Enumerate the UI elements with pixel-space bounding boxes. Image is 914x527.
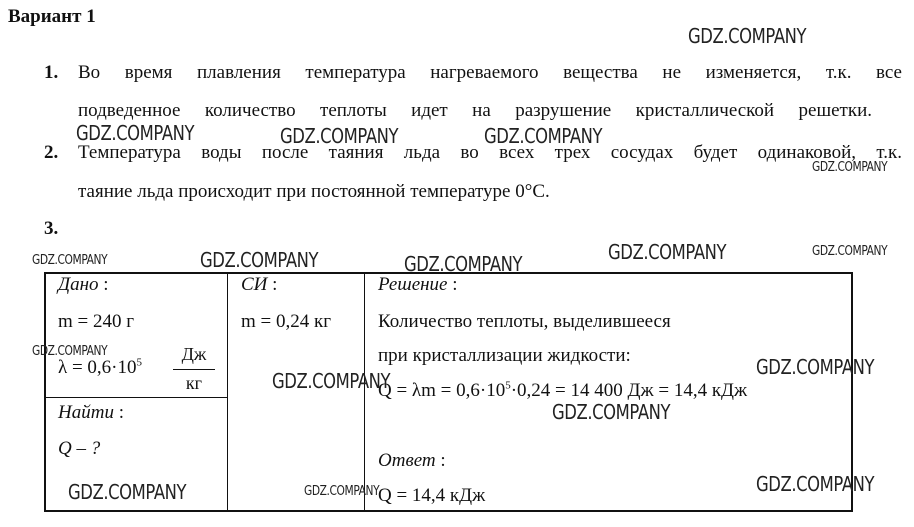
solution-text-line-2: при кристаллизации жидкости: bbox=[378, 345, 631, 366]
find-quantity: Q – ? bbox=[58, 438, 101, 459]
solution-heading: Решение : bbox=[378, 274, 458, 295]
item-2-number: 2. bbox=[44, 142, 59, 163]
watermark: GDZ.COMPANY bbox=[484, 124, 603, 148]
given-mass: m = 240 г bbox=[58, 311, 135, 332]
given-unit-numerator: Дж bbox=[181, 344, 207, 364]
watermark: GDZ.COMPANY bbox=[32, 253, 108, 268]
watermark: GDZ.COMPANY bbox=[272, 369, 391, 393]
given-unit-fraction-bar bbox=[173, 369, 215, 370]
item-1-number: 1. bbox=[44, 62, 59, 83]
watermark: GDZ.COMPANY bbox=[812, 244, 888, 259]
watermark: GDZ.COMPANY bbox=[32, 344, 108, 359]
watermark: GDZ.COMPANY bbox=[76, 121, 195, 145]
watermark: GDZ.COMPANY bbox=[200, 248, 319, 272]
table-divider-given-si bbox=[227, 273, 228, 511]
watermark: GDZ.COMPANY bbox=[552, 400, 671, 424]
item-1-line-2: подведенное количество теплоты идет на разрушение кристаллической решетки. bbox=[78, 100, 872, 121]
table-divider-given-find bbox=[45, 397, 227, 398]
solution-text-line-1: Количество теплоты, выделившееся bbox=[378, 311, 671, 332]
given-unit-denominator: кг bbox=[185, 373, 203, 393]
si-heading: СИ : bbox=[241, 274, 278, 295]
watermark: GDZ.COMPANY bbox=[688, 24, 807, 48]
find-heading: Найти : bbox=[58, 402, 124, 423]
watermark: GDZ.COMPANY bbox=[756, 355, 875, 379]
watermark: GDZ.COMPANY bbox=[280, 124, 399, 148]
page-title: Вариант 1 bbox=[8, 6, 96, 27]
watermark: GDZ.COMPANY bbox=[812, 160, 888, 175]
answer-heading: Ответ : bbox=[378, 450, 446, 471]
solution-formula: $Q = \lambda m = 0,6\cdot 10^5\cdot 0,24 = 14$ 400 Дж = 14,4 кДж bbox=[378, 379, 748, 401]
given-heading: Дано : bbox=[58, 274, 109, 295]
given-lambda: $\lambda = 0,6\cdot 10^5$ bbox=[58, 356, 143, 378]
watermark: GDZ.COMPANY bbox=[304, 484, 380, 499]
watermark: GDZ.COMPANY bbox=[404, 252, 523, 276]
answer-value: Q = 14,4 кДж bbox=[378, 485, 486, 506]
si-mass: m = 0,24 кг bbox=[241, 311, 332, 332]
item-3-number: 3. bbox=[44, 218, 59, 239]
item-2-line-2: таяние льда происходит при постоянной температуре 0°С. bbox=[78, 181, 550, 202]
item-2-line-1: Температура воды после таяния льда во всех трех сосудах будет одинаковой, т.к. bbox=[78, 142, 902, 163]
item-1-line-1: Во время плавления температура нагреваемого вещества не изменяется, т.к. все bbox=[78, 62, 902, 83]
watermark: GDZ.COMPANY bbox=[608, 240, 727, 264]
watermark: GDZ.COMPANY bbox=[68, 480, 187, 504]
watermark: GDZ.COMPANY bbox=[756, 472, 875, 496]
